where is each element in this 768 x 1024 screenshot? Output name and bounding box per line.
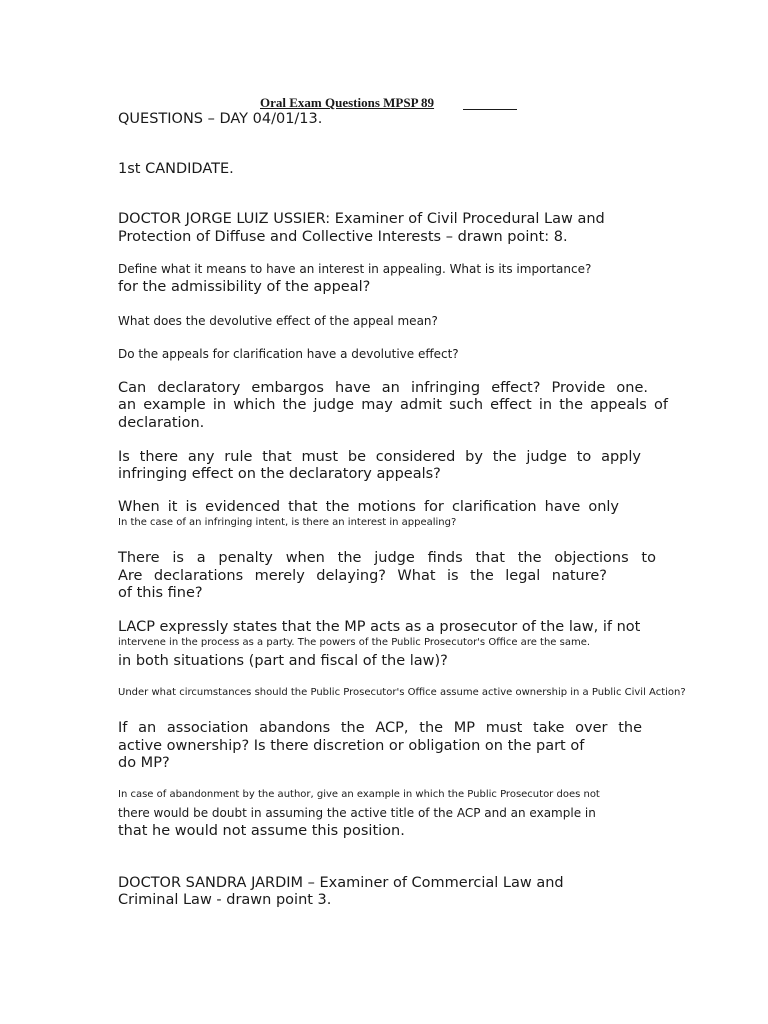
question-6-line-2: In the case of an infringing intent, is there an interest in appealing? [118,517,457,528]
question-1-line-2: for the admissibility of the appeal? [118,279,371,295]
question-8-line-1: LACP expressly states that the MP acts as a prosecutor of the law, if not [118,619,641,635]
question-4-line-1: Can declaratory embargos have an infringing effect? Provide one. [118,380,648,396]
question-10-line-1: If an association abandons the ACP, the MP must take over the [118,720,642,736]
question-10-line-3: do MP? [118,755,170,771]
question-7-line-3: of this fine? [118,585,203,601]
questions-day-heading: QUESTIONS – DAY 04/01/13. [118,111,323,127]
question-3: Do the appeals for clarification have a devolutive effect? [118,347,459,361]
question-7-line-2: Are declarations merely delaying? What is the legal nature? [118,568,607,584]
second-examiner-line-2: Criminal Law - drawn point 3. [118,892,332,908]
question-4-line-2: an example in which the judge may admit such effect in the appeals of [118,397,668,413]
question-2: What does the devolutive effect of the appeal mean? [118,314,438,328]
question-11-line-1: In case of abandonment by the author, give an example in which the Public Prosecutor does not [118,789,600,800]
examiner-heading-line-2: Protection of Diffuse and Collective Interests – drawn point: 8. [118,229,568,245]
question-8-line-2: intervene in the process as a party. The powers of the Public Prosecutor's Office are the same. [118,637,591,648]
question-6-line-1: When it is evidenced that the motions for clarification have only [118,499,619,515]
question-5-line-1: Is there any rule that must be considered by the judge to apply [118,449,641,465]
question-10-line-2: active ownership? Is there discretion or obligation on the part of [118,738,585,754]
question-8-line-3: in both situations (part and fiscal of the law)? [118,653,448,669]
question-7-line-1: There is a penalty when the judge finds that the objections to [118,550,656,566]
question-11-line-3: that he would not assume this position. [118,823,405,839]
title-underline-rule [463,109,517,110]
question-11-line-2: there would be doubt in assuming the active title of the ACP and an example in [118,806,596,820]
question-9: Under what circumstances should the Public Prosecutor's Office assume active ownership in a Public Civil Action? [118,687,686,698]
second-examiner-line-1: DOCTOR SANDRA JARDIM – Examiner of Commercial Law and [118,875,564,891]
question-1-line-1: Define what it means to have an interest in appealing. What is its importance? [118,262,592,276]
candidate-heading: 1st CANDIDATE. [118,161,234,177]
examiner-heading-line-1: DOCTOR JORGE LUIZ USSIER: Examiner of Civil Procedural Law and [118,211,605,227]
document-title: Oral Exam Questions MPSP 89 [260,95,435,110]
question-4-line-3: declaration. [118,415,205,431]
question-5-line-2: infringing effect on the declaratory appeals? [118,466,441,482]
